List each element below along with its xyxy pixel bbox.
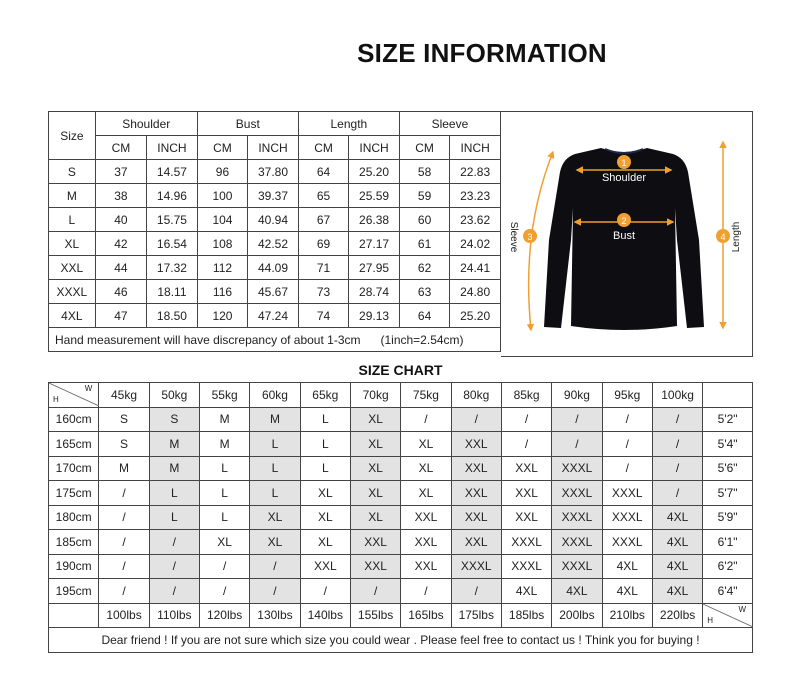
recommended-size-cell: /	[149, 579, 199, 604]
size-cell: XXL	[49, 256, 96, 280]
corner-w-label: W	[738, 604, 746, 614]
recommended-size-cell: 4XL	[652, 530, 702, 555]
recommended-size-cell: 4XL	[602, 579, 652, 604]
height-feet-cell: 6'1"	[703, 530, 753, 555]
measurement-cell: 37.80	[248, 160, 299, 184]
recommended-size-cell: /	[250, 579, 300, 604]
weight-kg-header: 80kg	[451, 383, 501, 408]
recommended-size-cell: L	[250, 456, 300, 481]
measurement-cell: 27.17	[349, 232, 400, 256]
measurement-cell: 27.95	[349, 256, 400, 280]
hw-corner-cell	[49, 383, 99, 408]
measurement-cell: 64	[298, 160, 348, 184]
height-cm-cell: 160cm	[49, 407, 99, 432]
recommended-size-cell: /	[99, 579, 149, 604]
group-header: Shoulder	[95, 112, 197, 136]
measurement-cell: 71	[298, 256, 348, 280]
size-chart-title: SIZE CHART	[358, 362, 443, 378]
recommended-size-cell: /	[652, 407, 702, 432]
size-table-note-row	[49, 328, 501, 352]
height-cm-cell: 180cm	[49, 505, 99, 530]
recommended-size-cell: XXL	[300, 554, 350, 579]
group-header: Bust	[197, 112, 298, 136]
contact-message: Dear friend ! If you are not sure which size you could wear . Please feel free to contact us ! Think you for buying !	[49, 628, 753, 653]
measurement-cell: 22.83	[450, 160, 501, 184]
weight-lbs-cell: 155lbs	[350, 603, 400, 628]
recommended-size-cell: XXXL	[552, 481, 602, 506]
recommended-size-cell: S	[149, 407, 199, 432]
recommended-size-cell: /	[602, 407, 652, 432]
measurement-cell: 63	[399, 280, 449, 304]
recommended-size-cell: L	[300, 432, 350, 457]
measurement-cell: 108	[197, 232, 247, 256]
recommended-size-cell: XXXL	[602, 505, 652, 530]
weight-lbs-cell: 130lbs	[250, 603, 300, 628]
recommended-size-cell: M	[149, 432, 199, 457]
shirt-diagram-svg	[501, 112, 753, 358]
size-table-row	[49, 160, 501, 184]
recommended-size-cell: XXL	[451, 505, 501, 530]
recommended-size-cell: 4XL	[652, 554, 702, 579]
hw-corner-cell	[703, 603, 753, 628]
recommended-size-cell: M	[99, 456, 149, 481]
recommended-size-cell: XXL	[501, 505, 551, 530]
recommended-size-cell: 4XL	[652, 579, 702, 604]
recommended-size-cell: /	[602, 432, 652, 457]
recommended-size-cell: L	[149, 481, 199, 506]
chart-weight-lbs-row	[49, 603, 753, 628]
measurement-cell: 62	[399, 256, 449, 280]
weight-lbs-cell: 110lbs	[149, 603, 199, 628]
chart-height-row	[49, 407, 753, 432]
weight-kg-header: 100kg	[652, 383, 702, 408]
recommended-size-cell: /	[401, 407, 451, 432]
height-cm-cell: 185cm	[49, 530, 99, 555]
recommended-size-cell: XL	[300, 505, 350, 530]
measurement-cell: 38	[95, 184, 146, 208]
chart-height-row	[49, 481, 753, 506]
measurement-cell: 67	[298, 208, 348, 232]
measurement-cell: 73	[298, 280, 348, 304]
weight-kg-header: 55kg	[199, 383, 249, 408]
measurement-cell: 116	[197, 280, 247, 304]
weight-lbs-cell: 140lbs	[300, 603, 350, 628]
measurement-cell: 24.02	[450, 232, 501, 256]
recommended-size-cell: L	[199, 456, 249, 481]
recommended-size-cell: 4XL	[652, 505, 702, 530]
group-header: Length	[298, 112, 399, 136]
recommended-size-cell: XXXL	[501, 530, 551, 555]
recommended-size-cell: XL	[350, 432, 400, 457]
corner-h-label: H	[53, 395, 59, 405]
recommended-size-cell: /	[552, 432, 602, 457]
size-cell: XL	[49, 232, 96, 256]
size-table-row	[49, 280, 501, 304]
recommended-size-cell: S	[99, 432, 149, 457]
size-chart-table	[48, 382, 753, 653]
weight-kg-header: 50kg	[149, 383, 199, 408]
recommended-size-cell: 4XL	[501, 579, 551, 604]
chart-height-row	[49, 432, 753, 457]
height-cm-cell: 175cm	[49, 481, 99, 506]
recommended-size-cell: 4XL	[552, 579, 602, 604]
weight-kg-header: 95kg	[602, 383, 652, 408]
measurement-cell: 18.11	[147, 280, 198, 304]
measurement-cell: 65	[298, 184, 348, 208]
sleeve-num: 3	[527, 232, 533, 242]
length-num: 4	[720, 232, 726, 242]
recommended-size-cell: XXL	[501, 456, 551, 481]
measurement-cell: 25.59	[349, 184, 400, 208]
recommended-size-cell: L	[149, 505, 199, 530]
recommended-size-cell: XXXL	[552, 530, 602, 555]
recommended-size-cell: L	[300, 456, 350, 481]
recommended-size-cell: L	[199, 481, 249, 506]
measurement-cell: 42	[95, 232, 146, 256]
height-cm-cell: 170cm	[49, 456, 99, 481]
measurement-cell: 16.54	[147, 232, 198, 256]
recommended-size-cell: XXL	[451, 432, 501, 457]
weight-lbs-cell: 100lbs	[99, 603, 149, 628]
measurement-cell: 24.80	[450, 280, 501, 304]
chart-weight-kg-row	[49, 383, 753, 408]
hw-corner	[703, 604, 752, 627]
recommended-size-cell: XL	[350, 481, 400, 506]
measurement-cell: 46	[95, 280, 146, 304]
recommended-size-cell: /	[350, 579, 400, 604]
corner-h-label: H	[707, 615, 714, 625]
measurement-cell: 23.23	[450, 184, 501, 208]
recommended-size-cell: /	[451, 407, 501, 432]
measurement-cell: 26.38	[349, 208, 400, 232]
recommended-size-cell: XXL	[350, 530, 400, 555]
height-feet-cell: 6'4"	[703, 579, 753, 604]
measurement-cell: 14.96	[147, 184, 198, 208]
weight-kg-header: 45kg	[99, 383, 149, 408]
recommended-size-cell: XXL	[501, 481, 551, 506]
recommended-size-cell: L	[250, 432, 300, 457]
weight-lbs-cell: 165lbs	[401, 603, 451, 628]
weight-lbs-cell: 220lbs	[652, 603, 702, 628]
recommended-size-cell: XXXL	[602, 481, 652, 506]
measurement-cell: 25.20	[450, 304, 501, 328]
size-table-row	[49, 232, 501, 256]
unit-header: INCH	[147, 136, 198, 160]
measurement-cell: 61	[399, 232, 449, 256]
recommended-size-cell: /	[199, 554, 249, 579]
recommended-size-cell: /	[501, 407, 551, 432]
feet-header-blank	[703, 383, 753, 408]
chart-height-row	[49, 456, 753, 481]
recommended-size-cell: XXXL	[552, 456, 602, 481]
recommended-size-cell: /	[401, 579, 451, 604]
measurement-cell: 45.67	[248, 280, 299, 304]
weight-kg-header: 60kg	[250, 383, 300, 408]
unit-header: CM	[399, 136, 449, 160]
measurement-cell: 42.52	[248, 232, 299, 256]
measurement-cell: 100	[197, 184, 247, 208]
measurement-cell: 17.32	[147, 256, 198, 280]
weight-lbs-cell: 210lbs	[602, 603, 652, 628]
size-information-table	[48, 111, 501, 352]
recommended-size-cell: XL	[350, 407, 400, 432]
size-table-unit-row	[49, 136, 501, 160]
size-table-row	[49, 256, 501, 280]
size-header: Size	[49, 112, 96, 160]
measurement-cell: 29.13	[349, 304, 400, 328]
size-table-group-row	[49, 112, 501, 136]
chart-footer-row	[49, 628, 753, 653]
weight-lbs-cell: 200lbs	[552, 603, 602, 628]
measurement-cell: 23.62	[450, 208, 501, 232]
height-feet-cell: 5'4"	[703, 432, 753, 457]
measurement-cell: 64	[399, 304, 449, 328]
measurement-cell: 14.57	[147, 160, 198, 184]
measurement-cell: 18.50	[147, 304, 198, 328]
size-cell: XXXL	[49, 280, 96, 304]
height-cm-cell: 165cm	[49, 432, 99, 457]
measurement-cell: 74	[298, 304, 348, 328]
weight-kg-header: 70kg	[350, 383, 400, 408]
weight-kg-header: 65kg	[300, 383, 350, 408]
unit-header: CM	[95, 136, 146, 160]
measurement-cell: 44.09	[248, 256, 299, 280]
recommended-size-cell: L	[199, 505, 249, 530]
recommended-size-cell: M	[250, 407, 300, 432]
recommended-size-cell: XL	[199, 530, 249, 555]
lbs-row-blank	[49, 603, 99, 628]
size-table-row	[49, 304, 501, 328]
weight-kg-header: 75kg	[401, 383, 451, 408]
recommended-size-cell: /	[652, 481, 702, 506]
height-cm-cell: 195cm	[49, 579, 99, 604]
recommended-size-cell: M	[149, 456, 199, 481]
recommended-size-cell: XXL	[401, 530, 451, 555]
unit-header: CM	[197, 136, 247, 160]
size-cell: S	[49, 160, 96, 184]
measurement-cell: 47.24	[248, 304, 299, 328]
recommended-size-cell: /	[652, 432, 702, 457]
recommended-size-cell: XXL	[451, 530, 501, 555]
measurement-cell: 37	[95, 160, 146, 184]
chart-height-row	[49, 530, 753, 555]
height-feet-cell: 6'2"	[703, 554, 753, 579]
recommended-size-cell: XXXL	[552, 554, 602, 579]
measurement-cell: 40.94	[248, 208, 299, 232]
recommended-size-cell: XXXL	[501, 554, 551, 579]
size-cell: L	[49, 208, 96, 232]
measurement-cell: 60	[399, 208, 449, 232]
recommended-size-cell: L	[300, 407, 350, 432]
corner-w-label: W	[84, 384, 93, 394]
measurement-cell: 15.75	[147, 208, 198, 232]
measurement-cell: 47	[95, 304, 146, 328]
recommended-size-cell: /	[149, 530, 199, 555]
height-feet-cell: 5'6"	[703, 456, 753, 481]
hw-corner	[49, 383, 98, 406]
recommended-size-cell: XL	[350, 456, 400, 481]
recommended-size-cell: XXL	[401, 505, 451, 530]
shirt-measurement-diagram	[501, 111, 753, 357]
recommended-size-cell: L	[250, 481, 300, 506]
recommended-size-cell: /	[99, 554, 149, 579]
weight-lbs-cell: 120lbs	[199, 603, 249, 628]
recommended-size-cell: /	[451, 579, 501, 604]
recommended-size-cell: XXL	[451, 456, 501, 481]
measurement-cell: 39.37	[248, 184, 299, 208]
recommended-size-cell: /	[149, 554, 199, 579]
recommended-size-cell: XL	[350, 505, 400, 530]
recommended-size-cell: /	[99, 505, 149, 530]
sleeve-label: Sleeve	[508, 221, 519, 253]
recommended-size-cell: /	[501, 432, 551, 457]
shoulder-num: 1	[621, 158, 627, 168]
size-cell: M	[49, 184, 96, 208]
recommended-size-cell: XL	[401, 432, 451, 457]
recommended-size-cell: XXXL	[552, 505, 602, 530]
recommended-size-cell: XXXL	[451, 554, 501, 579]
recommended-size-cell: /	[99, 530, 149, 555]
weight-kg-header: 90kg	[552, 383, 602, 408]
bust-num: 2	[621, 216, 627, 226]
chart-height-row	[49, 554, 753, 579]
measurement-cell: 112	[197, 256, 247, 280]
size-table-row	[49, 184, 501, 208]
bust-label: Bust	[612, 230, 636, 242]
unit-header: INCH	[349, 136, 400, 160]
height-feet-cell: 5'9"	[703, 505, 753, 530]
unit-header: INCH	[248, 136, 299, 160]
unit-header: CM	[298, 136, 348, 160]
recommended-size-cell: /	[99, 481, 149, 506]
recommended-size-cell: XXL	[401, 554, 451, 579]
measurement-cell: 96	[197, 160, 247, 184]
measurement-cell: 44	[95, 256, 146, 280]
size-cell: 4XL	[49, 304, 96, 328]
size-table-row	[49, 208, 501, 232]
measurement-cell: 28.74	[349, 280, 400, 304]
measurement-cell: 25.20	[349, 160, 400, 184]
measurement-cell: 24.41	[450, 256, 501, 280]
recommended-size-cell: /	[300, 579, 350, 604]
chart-height-row	[49, 579, 753, 604]
recommended-size-cell: /	[552, 407, 602, 432]
weight-kg-header: 85kg	[501, 383, 551, 408]
weight-lbs-cell: 185lbs	[501, 603, 551, 628]
recommended-size-cell: /	[652, 456, 702, 481]
recommended-size-cell: XXL	[451, 481, 501, 506]
measurement-note: Hand measurement will have discrepancy of about 1-3cm (1inch=2.54cm)	[49, 328, 501, 352]
measurement-cell: 69	[298, 232, 348, 256]
recommended-size-cell: XL	[300, 530, 350, 555]
recommended-size-cell: XL	[401, 456, 451, 481]
height-cm-cell: 190cm	[49, 554, 99, 579]
recommended-size-cell: XL	[300, 481, 350, 506]
recommended-size-cell: /	[199, 579, 249, 604]
measurement-cell: 104	[197, 208, 247, 232]
chart-height-row	[49, 505, 753, 530]
recommended-size-cell: XXXL	[602, 530, 652, 555]
measurement-cell: 58	[399, 160, 449, 184]
recommended-size-cell: XL	[250, 530, 300, 555]
recommended-size-cell: XL	[401, 481, 451, 506]
weight-lbs-cell: 175lbs	[451, 603, 501, 628]
measurement-cell: 120	[197, 304, 247, 328]
recommended-size-cell: /	[602, 456, 652, 481]
recommended-size-cell: /	[250, 554, 300, 579]
height-feet-cell: 5'2"	[703, 407, 753, 432]
recommended-size-cell: XXL	[350, 554, 400, 579]
measurement-cell: 59	[399, 184, 449, 208]
recommended-size-cell: 4XL	[602, 554, 652, 579]
recommended-size-cell: M	[199, 432, 249, 457]
height-feet-cell: 5'7"	[703, 481, 753, 506]
recommended-size-cell: M	[199, 407, 249, 432]
recommended-size-cell: XL	[250, 505, 300, 530]
shoulder-label: Shoulder	[601, 172, 647, 184]
length-label: Length	[731, 221, 742, 253]
unit-header: INCH	[450, 136, 501, 160]
measurement-cell: 40	[95, 208, 146, 232]
page-title: SIZE INFORMATION	[357, 38, 607, 68]
recommended-size-cell: S	[99, 407, 149, 432]
group-header: Sleeve	[399, 112, 500, 136]
